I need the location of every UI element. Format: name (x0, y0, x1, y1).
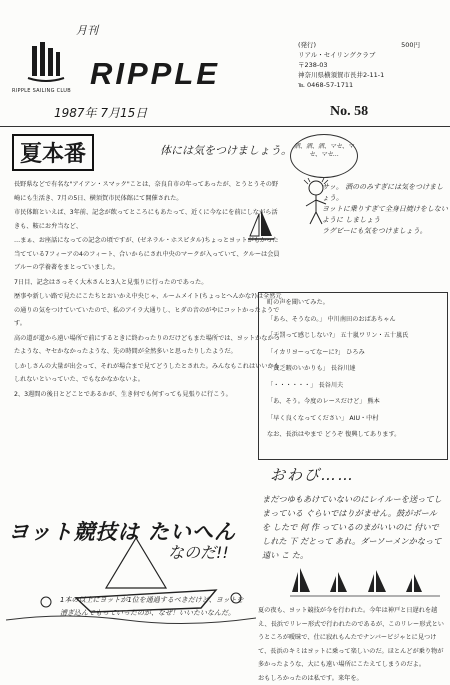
publisher-label: (発行) (298, 40, 438, 50)
side-note-line: ヨットに乗りすぎて全身日焼けをしないように しましょう (322, 204, 448, 226)
section-title: 夏本番 (12, 134, 94, 171)
sailboats-icon (290, 566, 440, 600)
article-paragraph: しかしさんの大量が出会って、それが場合まで見てどうしたとされた。みんなもこれはいいかもしれないといっていた、でもなかなかないよ。 (14, 360, 282, 387)
side-note-line: サッ。 酒ののみすぎには気をつけましょう。 (322, 182, 448, 204)
publisher-name: リアル・セイリングクラブ (298, 50, 438, 60)
article-paragraph: 長野県などで有名な"アイアン・スマック"ことは、奈良自市の年ってあったが、とうとうその野崎にも生活き、7月の5日、横須賀市民体館にて開催された。 (14, 178, 282, 205)
side-note-line: ラグビーにも気をつけましょう。 (322, 226, 448, 237)
article-paragraph: 市民体館といえば、3年前、記念が飲ってところにもあたって、近くに今なにを前にしながら活きも、鞍にお弁当など、 (14, 206, 282, 233)
club-logo-icon (26, 40, 66, 84)
quote-item: 「早く良くなってください」 AIU・中村 (267, 411, 439, 428)
issue-number: No. 58 (330, 104, 368, 120)
club-name: RIPPLE SAILING CLUB (12, 88, 71, 94)
closing-text: 夏の夜も、ヨット競技が今を行われた。今年は神戸と日遅れを越え、長浜でリレー形式で行われたのであるが、このリレー形式というところが曖昧で、仕に寂れもんたでナンバービジゃとに見つけて、長浜のキミはヨットに乗って楽しいのだ。ほとんどが乗り物が多かったような、大にも遠い場所にこたえてしまうのだよ。 (258, 604, 448, 672)
apology-body: まだつゆもあけていないのにレイルーを送ってしまっている ぐらいではりがません。鼓がボールを したで 何 作 っているのまがいいのに 付いで しれた 下 だとって あれ。ダーソーメンかなって 遠い こ た。 (262, 492, 442, 562)
closing-article (258, 604, 448, 685)
header-divider (0, 126, 450, 127)
apology-title: おわび…… (270, 464, 355, 485)
quote-item: 「あら、そうなの。」 中川南田のおばあちゃん (267, 312, 439, 329)
price: 500円 (401, 40, 420, 50)
article-paragraph: 2、3週間の後日とどことであるかが、生き何でも何すっても見張りに行こう。 (14, 388, 282, 402)
quote-item: 「あ、そう。今度のレースだけど」 熊本 (267, 394, 439, 411)
newsletter-title: RIPPLE (90, 56, 220, 92)
article-paragraph: 高の道が道から遠い場所で前にするときに終わったりのだけどもまた場所では、ヨットかなかったような、ヤセかなかったような、先の時間が全然多いと思ったりしたようだ。 (14, 332, 282, 359)
quote-item: 「天罰って感じしない?」 五十嵐ワリン・五十嵐氏 (267, 328, 439, 345)
closing-signoff: おもしろかったのは私です。来年を。 (258, 672, 448, 685)
address: 神奈川県横須賀市長井2-11-1 (298, 70, 438, 80)
box-footer: なお、長浜はやまで どうぞ 復興してあります。 (267, 427, 439, 444)
issue-date: 1987年 7月15日 (54, 104, 147, 121)
yacht-cartoon-subtitle: なのだ!! (168, 540, 229, 563)
health-note: 体には気をつけましょう。 (160, 142, 292, 158)
town-voices-box (258, 292, 448, 460)
article-paragraph: 7日目、記念はさっそく大木さんと3人と見張りに行ったのであった。 (14, 276, 282, 290)
yacht-cartoon-title: ヨット競技は たいへん (8, 516, 236, 546)
quote-item: 「イカリヨーってなーに?」 ひろみ (267, 345, 439, 362)
quote-item: 「貧乏暇のいかりも」 長谷川達 (267, 361, 439, 378)
side-note (322, 182, 448, 237)
yacht-cartoon-note: 1本の以上にヨットが1位を通過するべきだけど、ヨットを漕ぎ込んでもっていったのが、なぜ！いいたいなんだ。 (60, 594, 250, 620)
phone: ℡ 0468-57-1711 (298, 80, 438, 90)
article-paragraph: …まぁ、お座話になっての記念の頃ですが、(ゼネラル・ホスピタル)ちょっとヨットがもかった当てている7フィーアの4のフィート、合いからにされ中央のマークが入っていて、クルーは会員ブルーの学養著をまとっていました。 (14, 234, 282, 275)
main-article (14, 178, 282, 402)
box-header: 町の声を聞いてみた。 (267, 295, 439, 312)
speech-bubble: 酒、酒、酒、マセ、マセ、マセ… (290, 134, 358, 178)
postal-code: 〒238-03 (298, 60, 438, 70)
article-paragraph: 歴事や新しい路で見たにこたちとおいかえ中央じゃ、ルームメイト(ちょっとへんかな?)は全然元の通りの気をつけていていたので、私のアイラ大通りし、ヒダの音のがやにコットかったようです。 (14, 290, 282, 331)
monthly-label: 月刊 (76, 22, 98, 38)
quote-item: 「・・・・・・」 長谷川夫 (267, 378, 439, 395)
publisher-info (298, 40, 438, 90)
